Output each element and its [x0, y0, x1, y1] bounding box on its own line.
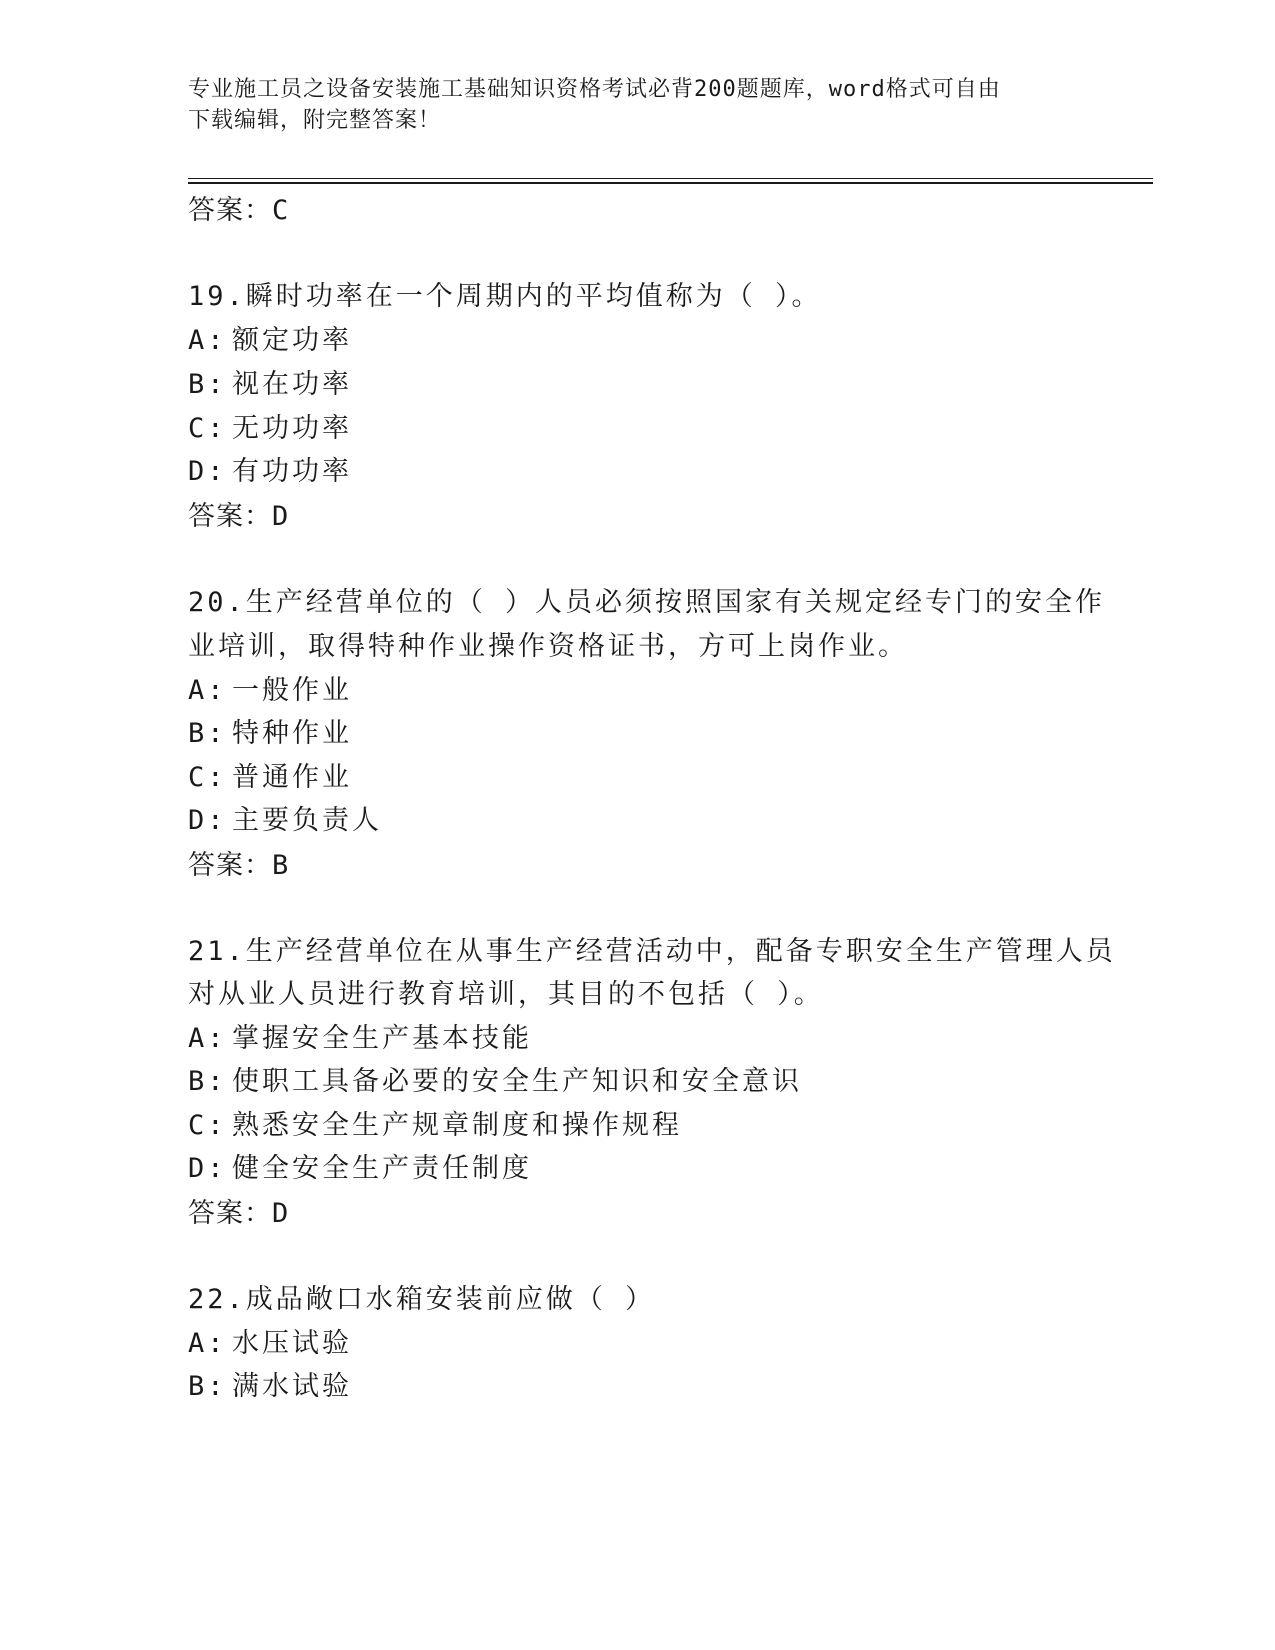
option-letter: C:: [188, 413, 227, 444]
answer-value: D: [272, 501, 290, 532]
option-letter: A:: [188, 675, 227, 706]
question-19-option-d: [188, 449, 352, 488]
question-22-stem: 22.成品敞口水箱安装前应做（ ）: [188, 1284, 656, 1315]
answer-line-18: [188, 188, 289, 227]
question-22-option-a: [188, 1321, 352, 1360]
answer-label: 答案：: [188, 850, 272, 881]
option-text: 水压试验: [232, 1328, 352, 1359]
question-20-stem-line-1: 20.生产经营单位的（ ）人员必须按照国家有关规定经专门的安全作: [188, 587, 1106, 618]
option-letter: B:: [188, 1066, 227, 1097]
option-text: 健全安全生产责任制度: [232, 1153, 532, 1184]
option-text: 熟悉安全生产规章制度和操作规程: [232, 1110, 682, 1141]
answer-line-21: [188, 1191, 289, 1230]
answer-value: C: [272, 195, 290, 226]
option-letter: B:: [188, 718, 227, 749]
option-letter: D:: [188, 456, 227, 487]
option-text: 视在功率: [232, 369, 352, 400]
answer-line-19: [188, 494, 289, 533]
question-21-option-d: [188, 1146, 532, 1185]
answer-line-20: [188, 843, 289, 882]
answer-label: 答案：: [188, 1198, 272, 1229]
question-20-option-c: [188, 755, 352, 794]
question-21-stem-line-2: 对从业人员进行教育培训，其目的不包括（ ）。: [188, 979, 824, 1010]
option-text: 普通作业: [232, 762, 352, 793]
header-line-1: 专业施工员之设备安装施工基础知识资格考试必背200题题库，word格式可自由: [188, 77, 1001, 102]
header-rule-thick: [188, 182, 1153, 184]
question-20-option-a: [188, 668, 352, 707]
answer-value: D: [272, 1198, 290, 1229]
question-19-option-a: [188, 318, 352, 357]
option-letter: A:: [188, 1023, 227, 1054]
option-text: 特种作业: [232, 718, 352, 749]
option-letter: B:: [188, 1371, 227, 1402]
option-letter: C:: [188, 1110, 227, 1141]
document-header: [188, 74, 1088, 136]
question-21-stem-line-1: 21.生产经营单位在从事生产经营活动中，配备专职安全生产管理人员: [188, 936, 1116, 967]
question-19-option-c: [188, 406, 352, 445]
question-20-option-d: [188, 798, 382, 837]
option-letter: D:: [188, 805, 227, 836]
option-text: 满水试验: [232, 1371, 352, 1402]
option-text: 额定功率: [232, 325, 352, 356]
option-letter: D:: [188, 1153, 227, 1184]
question-22-option-b: [188, 1364, 352, 1403]
option-text: 有功功率: [232, 456, 352, 487]
question-21-option-b: [188, 1059, 802, 1098]
question-21-option-a: [188, 1016, 532, 1055]
answer-label: 答案：: [188, 501, 272, 532]
question-20-stem-line-2: 业培训，取得特种作业操作资格证书，方可上岗作业。: [188, 631, 908, 662]
question-19-option-b: [188, 362, 352, 401]
option-letter: A:: [188, 325, 227, 356]
option-text: 主要负责人: [232, 805, 382, 836]
option-text: 掌握安全生产基本技能: [232, 1023, 532, 1054]
option-text: 一般作业: [232, 675, 352, 706]
option-letter: A:: [188, 1328, 227, 1359]
header-rule-thin: [188, 178, 1153, 179]
question-19-stem: 19.瞬时功率在一个周期内的平均值称为（ ）。: [188, 281, 822, 312]
answer-label: 答案：: [188, 195, 272, 226]
option-letter: C:: [188, 762, 227, 793]
option-text: 使职工具备必要的安全生产知识和安全意识: [232, 1066, 802, 1097]
question-21-option-c: [188, 1103, 682, 1142]
option-letter: B:: [188, 369, 227, 400]
option-text: 无功功率: [232, 413, 352, 444]
answer-value: B: [272, 850, 290, 881]
header-line-2: 下载编辑，附完整答案！: [188, 108, 442, 133]
question-20-option-b: [188, 711, 352, 750]
